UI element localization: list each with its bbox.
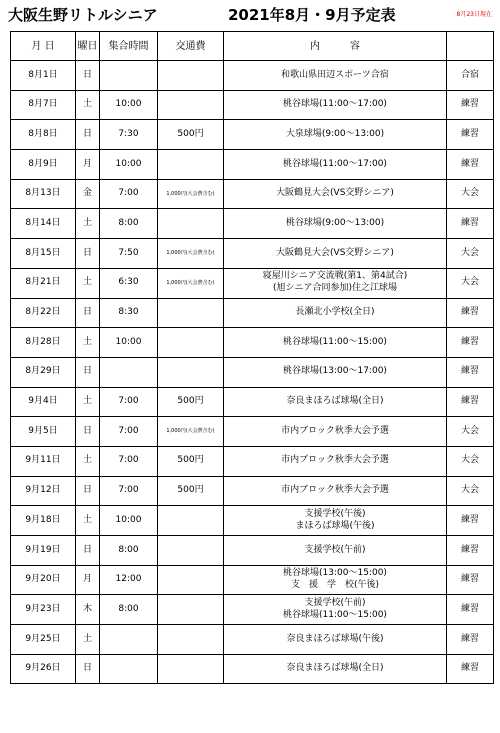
weekday-cell: 土 [76, 625, 100, 655]
type-cell: 大会 [447, 446, 494, 476]
header-row [11, 32, 494, 61]
table-row [11, 150, 494, 180]
weekday-cell: 日 [76, 120, 100, 150]
time-cell: 8:30 [100, 298, 158, 328]
content-cell: 奈良まほろば球場(午後) [224, 625, 447, 655]
type-cell: 練習 [447, 209, 494, 239]
weekday-cell: 日 [76, 417, 100, 447]
table-row [11, 446, 494, 476]
content-cell: 奈良まほろば球場(全日) [224, 654, 447, 684]
content-cell: 寝屋川シニア交流戦(第1、第4試合) (旭シニア合同参加)住之江球場 [224, 268, 447, 298]
content-cell: 支援学校(午後) まほろば球場(午後) [224, 506, 447, 536]
col-header-fare: 交通費 [158, 32, 224, 61]
table-row [11, 298, 494, 328]
table-row [11, 179, 494, 209]
col-header-content: 内 容 [224, 32, 447, 61]
type-cell: 大会 [447, 239, 494, 269]
time-cell [100, 357, 158, 387]
fare-cell [158, 536, 224, 566]
fare-cell: 1,000円(大会費含む) [158, 179, 224, 209]
date-cell: 9月5日 [11, 417, 76, 447]
fare-cell [158, 90, 224, 120]
weekday-cell: 月 [76, 150, 100, 180]
type-cell: 練習 [447, 298, 494, 328]
date-cell: 8月28日 [11, 328, 76, 358]
table-row [11, 268, 494, 298]
fare-cell: 1,000円(大会費含む) [158, 239, 224, 269]
time-cell: 7:00 [100, 476, 158, 506]
content-cell: 市内ブロック秋季大会予選 [224, 476, 447, 506]
team-title: 大阪生野リトルシニア [8, 6, 158, 24]
type-cell: 練習 [447, 506, 494, 536]
weekday-cell: 土 [76, 506, 100, 536]
fare-cell [158, 150, 224, 180]
time-cell: 8:00 [100, 209, 158, 239]
date-cell: 9月23日 [11, 595, 76, 625]
weekday-cell: 日 [76, 476, 100, 506]
table-row [11, 654, 494, 684]
weekday-cell: 日 [76, 654, 100, 684]
table-row [11, 595, 494, 625]
table-row [11, 61, 494, 91]
table-row [11, 536, 494, 566]
weekday-cell: 土 [76, 209, 100, 239]
type-cell: 練習 [447, 328, 494, 358]
weekday-cell: 土 [76, 387, 100, 417]
weekday-cell: 土 [76, 328, 100, 358]
type-cell: 練習 [447, 595, 494, 625]
table-row [11, 120, 494, 150]
table-row [11, 328, 494, 358]
table-row [11, 90, 494, 120]
content-cell: 桃谷球場(11:00～17:00) [224, 90, 447, 120]
time-cell: 7:00 [100, 417, 158, 447]
table-row [11, 357, 494, 387]
col-header-date: 月 日 [11, 32, 76, 61]
date-cell: 9月4日 [11, 387, 76, 417]
type-cell: 大会 [447, 417, 494, 447]
col-header-type [447, 32, 494, 61]
content-cell: 桃谷球場(11:00～17:00) [224, 150, 447, 180]
time-cell [100, 654, 158, 684]
date-cell: 8月9日 [11, 150, 76, 180]
date-cell: 8月13日 [11, 179, 76, 209]
date-cell: 8月22日 [11, 298, 76, 328]
time-cell: 7:30 [100, 120, 158, 150]
weekday-cell: 日 [76, 357, 100, 387]
time-cell: 10:00 [100, 506, 158, 536]
weekday-cell: 日 [76, 61, 100, 91]
content-cell: 長瀬北小学校(全日) [224, 298, 447, 328]
date-cell: 8月7日 [11, 90, 76, 120]
date-cell: 8月8日 [11, 120, 76, 150]
fare-cell: 500円 [158, 387, 224, 417]
weekday-cell: 日 [76, 298, 100, 328]
as-of-note: 8月23日現在 [456, 11, 492, 18]
type-cell: 練習 [447, 357, 494, 387]
content-cell: 和歌山県田辺スポーツ合宿 [224, 61, 447, 91]
col-header-time: 集合時間 [100, 32, 158, 61]
date-cell: 9月20日 [11, 565, 76, 595]
date-cell: 9月11日 [11, 446, 76, 476]
fare-cell [158, 298, 224, 328]
time-cell: 7:00 [100, 446, 158, 476]
fare-cell [158, 357, 224, 387]
time-cell: 10:00 [100, 90, 158, 120]
table-row [11, 387, 494, 417]
date-cell: 8月29日 [11, 357, 76, 387]
weekday-cell: 金 [76, 179, 100, 209]
time-cell: 7:50 [100, 239, 158, 269]
table-row [11, 417, 494, 447]
table-row [11, 506, 494, 536]
time-cell: 7:00 [100, 387, 158, 417]
date-cell: 8月21日 [11, 268, 76, 298]
fare-cell [158, 595, 224, 625]
fare-cell [158, 625, 224, 655]
content-cell: 桃谷球場(9:00～13:00) [224, 209, 447, 239]
time-cell: 6:30 [100, 268, 158, 298]
type-cell: 練習 [447, 120, 494, 150]
time-cell: 10:00 [100, 150, 158, 180]
time-cell: 10:00 [100, 328, 158, 358]
weekday-cell: 土 [76, 90, 100, 120]
date-cell: 9月18日 [11, 506, 76, 536]
fare-cell [158, 61, 224, 91]
fare-cell: 500円 [158, 476, 224, 506]
date-cell: 8月15日 [11, 239, 76, 269]
fare-cell: 500円 [158, 120, 224, 150]
table-row [11, 476, 494, 506]
date-cell: 8月1日 [11, 61, 76, 91]
type-cell: 合宿 [447, 61, 494, 91]
content-cell: 支援学校(午前) 桃谷球場(11:00～15:00) [224, 595, 447, 625]
content-cell: 桃谷球場(13:00～15:00) 支 援 学 校(午後) [224, 565, 447, 595]
type-cell: 練習 [447, 150, 494, 180]
time-cell: 8:00 [100, 536, 158, 566]
content-cell: 大泉球場(9:00～13:00) [224, 120, 447, 150]
fare-cell: 500円 [158, 446, 224, 476]
weekday-cell: 土 [76, 446, 100, 476]
time-cell: 12:00 [100, 565, 158, 595]
content-cell: 支援学校(午前) [224, 536, 447, 566]
content-cell: 桃谷球場(11:00～15:00) [224, 328, 447, 358]
type-cell: 練習 [447, 654, 494, 684]
fare-cell [158, 506, 224, 536]
type-cell: 大会 [447, 179, 494, 209]
time-cell: 8:00 [100, 595, 158, 625]
date-cell: 9月26日 [11, 654, 76, 684]
content-cell: 奈良まほろば球場(全日) [224, 387, 447, 417]
fare-cell [158, 328, 224, 358]
weekday-cell: 木 [76, 595, 100, 625]
type-cell: 練習 [447, 387, 494, 417]
schedule-table [10, 31, 494, 684]
date-cell: 8月14日 [11, 209, 76, 239]
time-cell: 7:00 [100, 179, 158, 209]
type-cell: 練習 [447, 536, 494, 566]
weekday-cell: 日 [76, 536, 100, 566]
table-row [11, 565, 494, 595]
content-cell: 大阪鶴見大会(VS交野シニア) [224, 239, 447, 269]
table-row [11, 209, 494, 239]
type-cell: 練習 [447, 565, 494, 595]
content-cell: 市内ブロック秋季大会予選 [224, 417, 447, 447]
fare-cell [158, 209, 224, 239]
fare-cell [158, 654, 224, 684]
col-header-weekday: 曜日 [76, 32, 100, 61]
content-cell: 市内ブロック秋季大会予選 [224, 446, 447, 476]
content-cell: 大阪鶴見大会(VS交野シニア) [224, 179, 447, 209]
type-cell: 練習 [447, 625, 494, 655]
fare-cell: 1,000円(大会費含む) [158, 268, 224, 298]
time-cell [100, 625, 158, 655]
table-row [11, 239, 494, 269]
content-cell: 桃谷球場(13:00～17:00) [224, 357, 447, 387]
weekday-cell: 月 [76, 565, 100, 595]
schedule-rows [11, 61, 494, 684]
type-cell: 大会 [447, 476, 494, 506]
date-cell: 9月19日 [11, 536, 76, 566]
date-cell: 9月12日 [11, 476, 76, 506]
date-cell: 9月25日 [11, 625, 76, 655]
type-cell: 練習 [447, 90, 494, 120]
time-cell [100, 61, 158, 91]
weekday-cell: 土 [76, 268, 100, 298]
schedule-title: 2021年8月・9月予定表 [228, 6, 396, 24]
type-cell: 大会 [447, 268, 494, 298]
weekday-cell: 日 [76, 239, 100, 269]
fare-cell: 1,000円(大会費含む) [158, 417, 224, 447]
table-row [11, 625, 494, 655]
fare-cell [158, 565, 224, 595]
